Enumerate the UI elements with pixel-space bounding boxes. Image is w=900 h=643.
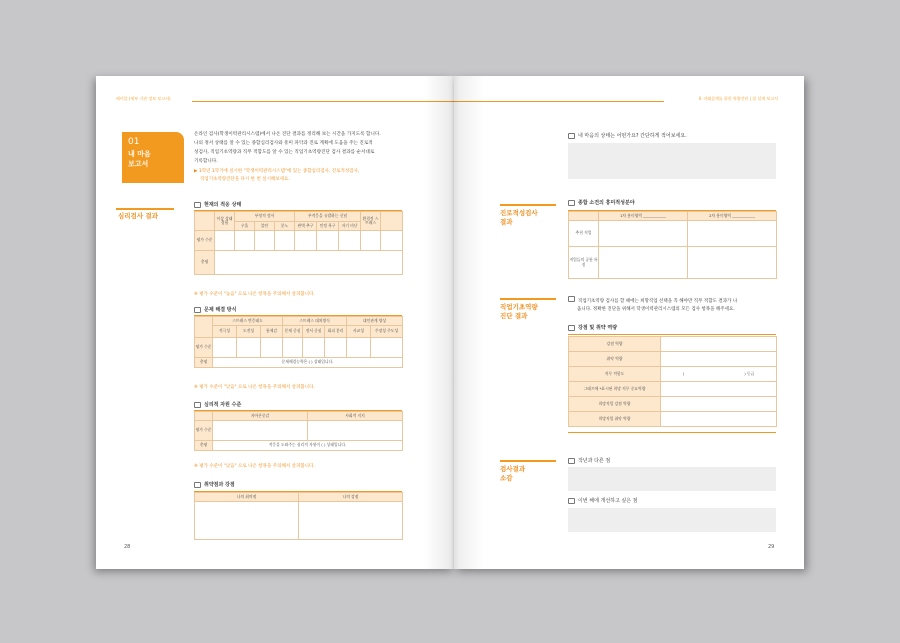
page-number-left: 28	[124, 544, 131, 550]
table-cell[interactable]	[371, 338, 403, 358]
table-header: 환경적 스트레스	[361, 212, 381, 231]
row-label: 희망직업 강점 역량	[569, 397, 661, 412]
table-header: 문제 중심	[283, 326, 303, 338]
t6-title	[568, 324, 617, 331]
table-header: 자기 비난	[339, 221, 361, 231]
row-label: 희망직업 취약 역량	[569, 412, 661, 427]
table-cell[interactable]	[381, 231, 403, 251]
chapter-number: 01	[128, 137, 140, 147]
table-header: 2차 흥미영역 ____________	[688, 212, 777, 221]
row-label: 직무 적합도	[569, 367, 661, 382]
t1-title	[194, 201, 241, 208]
table-header: 분노	[275, 221, 295, 231]
intro-line: 나의 정서 상태를 알 수 있는 종합심리검사와 흥미 파악과 진로 계획에 도움을 주는 진로적	[194, 141, 373, 146]
table-header: 회피 분리	[325, 326, 347, 338]
pencil-icon	[568, 458, 575, 464]
section-title-line: 진단 결과	[500, 312, 528, 320]
q1-label	[568, 132, 687, 139]
left-page	[96, 76, 454, 569]
pencil-icon	[194, 202, 201, 208]
row-label: 평가 수준	[195, 338, 213, 358]
right-page	[454, 76, 804, 569]
left-running-header: 레이블 (세부 기관 정보 보고서)	[116, 96, 171, 101]
table-header: 이상 상태 경험	[215, 212, 235, 231]
table-header	[569, 212, 599, 221]
table-cell[interactable]	[308, 421, 403, 441]
table-cell[interactable]: 적응을 도와주는 심리적 자원이 ( ) 상태입니다.	[213, 441, 403, 451]
table-cell[interactable]	[361, 231, 381, 251]
competency-table	[568, 336, 777, 427]
table-cell[interactable]	[235, 231, 255, 251]
t1-note: ※ 평가 수준이 "높음" 으로 나온 항목을 주의해서 살펴봅니다.	[194, 292, 315, 297]
table-cell[interactable]	[215, 231, 235, 251]
table-cell[interactable]	[283, 338, 303, 358]
q2-label	[568, 457, 610, 464]
table-cell[interactable]	[295, 231, 317, 251]
pencil-icon	[568, 296, 575, 302]
table-cell[interactable]	[303, 338, 325, 358]
paragraph-line	[568, 296, 737, 306]
table-cell[interactable]: 문제해결능력은 ( ) 상태입니다.	[213, 358, 403, 368]
table-header	[381, 212, 403, 231]
row-label: 총평	[195, 441, 213, 451]
intro-note-line: ▶ 1학년 1학기에 실시한 "학생이력관리시스템"에 있는 종합심리검사, 진로적성검사,	[194, 169, 360, 174]
intro-line: 온라인 검사(학생이력관리시스템)에서 나온 진단 결과를 정리해 보는 시간을 가지도록 합니다.	[194, 132, 381, 137]
row-label: 총평	[195, 251, 215, 275]
pencil-icon	[194, 402, 201, 408]
chapter-title-line2: 보고서	[128, 160, 149, 168]
row-label: 평가 수준	[195, 421, 213, 441]
row-label: 강점 역량	[569, 337, 661, 352]
table-cell[interactable]	[661, 382, 777, 397]
table-cell[interactable]	[661, 412, 777, 427]
right-running-header: Ⅱ. 미래설계를 위한 역량진단 | 잡 설계 보고서	[698, 96, 778, 101]
chapter-title-line1: 내 마음	[128, 150, 151, 158]
t3-title	[194, 401, 241, 408]
pencil-icon	[194, 482, 201, 488]
section-rule	[116, 208, 174, 210]
q3-label	[568, 497, 638, 504]
table-cell[interactable]	[299, 502, 403, 540]
competency-paragraph	[568, 296, 737, 314]
table-header: 대인관계 양상	[347, 317, 403, 326]
table-cell[interactable]	[237, 338, 261, 358]
pencil-icon	[194, 307, 201, 313]
t6-title-text: 강점 및 취약 역량	[578, 325, 618, 331]
table-cell[interactable]	[347, 338, 371, 358]
intro-line: 성검사, 직업기초역량과 직무 적합도를 알 수 있는 직업기초역량진단 검사 결과를 순서대로	[194, 150, 375, 155]
left-header-rule	[192, 101, 454, 102]
pencil-icon	[568, 498, 575, 504]
q3-text: 이번 해에 개선하고 싶은 점	[578, 498, 638, 504]
table-header: 적극성	[213, 326, 237, 338]
table-cell[interactable]	[688, 221, 777, 247]
row-label: 그래프에 *표시된 희망 직무 중요역량	[569, 382, 661, 397]
row-label: 직업들의 공통 특징	[569, 247, 599, 279]
table-header: 주장성 주도성	[371, 326, 403, 338]
table-cell[interactable]	[317, 231, 339, 251]
intro-paragraph	[194, 130, 444, 184]
q2-text: 작년과 다른 점	[578, 458, 611, 464]
table-header: 스트레스 대처방식	[283, 317, 347, 326]
table-cell[interactable]	[661, 397, 777, 412]
t3-title-text: 심리적 자원 수준	[204, 402, 242, 408]
table-header: 부정적 정서	[235, 212, 295, 222]
table-cell[interactable]	[255, 231, 275, 251]
section-title-line: 소감	[500, 474, 513, 482]
interest-table	[568, 211, 777, 279]
table-header: 1차 흥미영역 ____________	[599, 212, 688, 221]
adaptation-table	[194, 211, 403, 275]
intro-line: 기록합니다.	[194, 159, 218, 164]
table-cell[interactable]	[599, 247, 688, 279]
row-label: 추천 직업	[569, 221, 599, 247]
table-cell[interactable]	[195, 502, 299, 540]
table-cell[interactable]	[261, 338, 283, 358]
table-cell[interactable]	[661, 352, 777, 367]
t5-title	[568, 199, 635, 206]
table-header	[195, 212, 215, 231]
table-cell[interactable]	[213, 421, 308, 441]
table-header: 나의 강점	[299, 493, 403, 502]
table-cell[interactable]	[688, 247, 777, 279]
table-header: 자아존중감	[213, 412, 308, 421]
table-top-rule	[568, 334, 776, 335]
table-header: 사회적 지지	[308, 412, 403, 421]
table-cell[interactable]	[325, 338, 347, 358]
section-rule	[500, 460, 556, 462]
pencil-icon	[568, 133, 575, 139]
table-header: 나의 취약점	[195, 493, 299, 502]
section-title-psych: 심리검사 결과	[118, 212, 158, 220]
paragraph-line: 옵니다. 정확한 진단을 위해서 학생이력관리시스템의 모든 검사 항목을 해주세요.	[577, 307, 735, 312]
t4-title	[194, 481, 235, 488]
table-cell[interactable]	[661, 367, 777, 382]
right-header-rule	[454, 101, 664, 102]
pencil-icon	[568, 200, 575, 206]
table-cell[interactable]	[275, 231, 295, 251]
table-header: 불안	[255, 221, 275, 231]
table-header	[195, 412, 213, 421]
t4-title-text: 취약점과 강점	[204, 482, 235, 488]
table-cell[interactable]	[213, 338, 237, 358]
q1-text: 내 마음의 상태는 어떤가요? 간단하게 적어보세요.	[578, 133, 687, 139]
t1-title-text: 현재의 적응 상태	[204, 202, 242, 208]
page-number-right: 29	[768, 544, 775, 550]
table-header: 통제감	[261, 326, 283, 338]
chapter-badge	[122, 132, 184, 183]
section-title-line: 검사결과	[500, 465, 526, 473]
table-header: 완벽 추구	[295, 221, 317, 231]
q1-answer-box[interactable]	[568, 143, 776, 179]
table-cell[interactable]	[661, 337, 777, 352]
t2-title	[194, 306, 236, 313]
table-cell[interactable]	[599, 221, 688, 247]
row-label: 총평	[195, 358, 213, 368]
table-header	[195, 317, 213, 338]
section-rule	[500, 204, 556, 206]
table-bottom-rule	[568, 432, 776, 433]
q3-answer-box[interactable]	[568, 508, 776, 532]
table-header: 정서 중심	[303, 326, 325, 338]
t2-note: ※ 평가 수준이 "낮음" 으로 나온 항목을 주의해서 살펴봅니다.	[194, 385, 315, 390]
t2-title-text: 문제 해결 방식	[204, 307, 237, 313]
weakness-strength-table	[194, 492, 403, 540]
fit-open: (	[682, 370, 685, 376]
intro-note-line: 직업기초역량진단을 다시 한 번 실시해보세요.	[200, 177, 290, 182]
section-title-line: 진로적성검사	[500, 209, 538, 217]
table-header: 인정 욕구	[317, 221, 339, 231]
problem-solving-table	[194, 316, 403, 368]
pencil-icon	[568, 325, 575, 331]
section-title-reflection	[500, 465, 525, 483]
row-label: 평가 수준	[195, 231, 215, 251]
section-title-aptitude	[500, 209, 538, 227]
paragraph-line-text: 직업기초역량 검사를 할 때에는 희망직업 선택을 꼭 해야만 직무 적합도 결과가 나	[578, 299, 738, 304]
fit-close: ) 등급	[744, 370, 755, 376]
t5-title-text: 종합 소견의 흥미적성분야	[578, 200, 635, 206]
section-rule	[500, 298, 556, 300]
section-title-line: 결과	[500, 218, 513, 226]
table-header: 사교성	[347, 326, 371, 338]
table-cell[interactable]	[215, 251, 403, 275]
table-header: 우울	[235, 221, 255, 231]
table-header: 스트레스 반응태도	[213, 317, 283, 326]
table-header: 도전성	[237, 326, 261, 338]
section-title-line: 직업기초역량	[500, 303, 538, 311]
section-title-competency	[500, 303, 538, 321]
table-header: 부적응을 유발하는 신념	[295, 212, 361, 222]
psych-resource-table	[194, 411, 403, 451]
table-cell[interactable]	[339, 231, 361, 251]
q2-answer-box[interactable]	[568, 467, 776, 491]
t3-note: ※ 평가 수준이 "낮음" 으로 나온 항목을 주의해서 살펴봅니다.	[194, 464, 315, 469]
row-label: 취약 역량	[569, 352, 661, 367]
